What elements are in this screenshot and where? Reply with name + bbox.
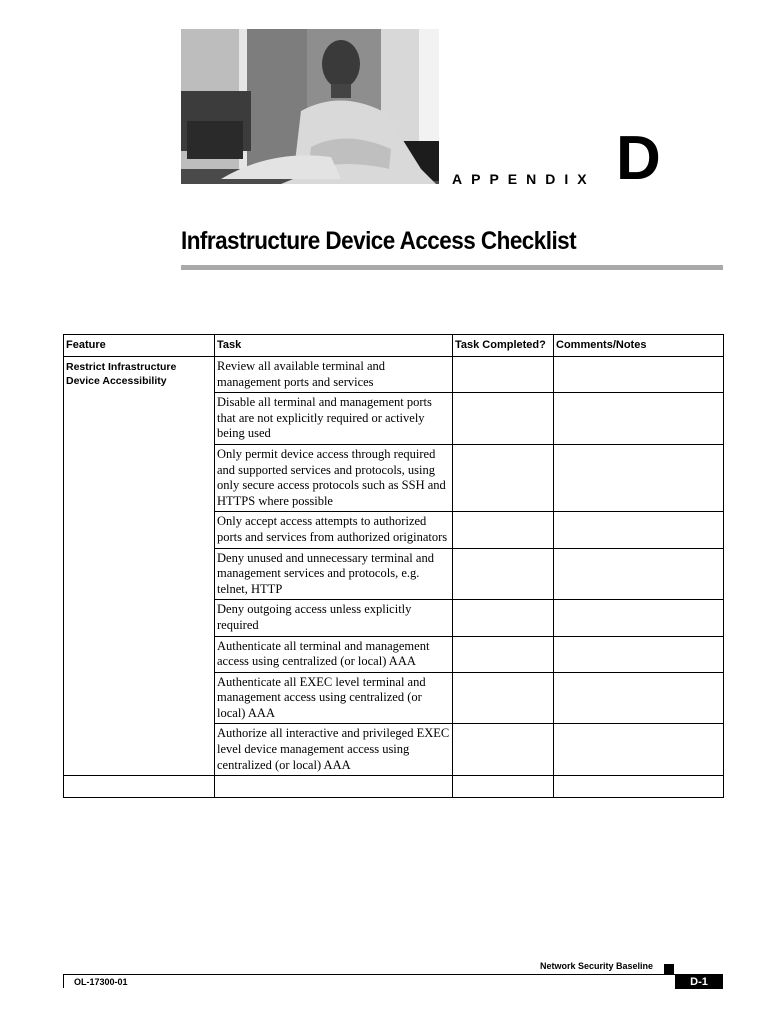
task-cell: Deny outgoing access unless explicitly required [215,600,453,636]
task-completed-cell [453,393,554,445]
empty-cell [554,776,724,798]
column-header-task: Task [215,335,453,357]
task-cell: Only accept access attempts to authorized ports and services from authorized originators [215,512,453,548]
empty-cell [453,776,554,798]
task-cell: Only permit device access through required and supported services and protocols, using only secure access protocols such as SSH and HTTPS where possible [215,444,453,511]
empty-cell [64,776,215,798]
task-completed-cell [453,672,554,724]
task-cell: Authenticate all EXEC level terminal and management access using centralized (or local) AAA [215,672,453,724]
comments-cell [554,724,724,776]
task-cell: Deny unused and unnecessary terminal and management services and protocols, e.g. telnet, HTTP [215,548,453,600]
title-rule [181,265,723,270]
empty-cell [215,776,453,798]
page-number: D-1 [675,975,723,989]
comments-cell [554,444,724,511]
task-completed-cell [453,548,554,600]
task-completed-cell [453,357,554,393]
task-cell: Review all available terminal and management ports and services [215,357,453,393]
footer-marker [664,964,674,974]
feature-cell: Restrict Infrastructure Device Accessibility [64,357,215,776]
page-title: Infrastructure Device Access Checklist [181,227,577,255]
task-completed-cell [453,600,554,636]
task-completed-cell [453,512,554,548]
checklist-table [63,334,724,798]
comments-cell [554,357,724,393]
task-completed-cell [453,636,554,672]
column-header-comments-notes: Comments/Notes [554,335,724,357]
task-cell: Disable all terminal and management ports that are not explicitly required or actively being used [215,393,453,445]
footer-book-title: Network Security Baseline [540,961,654,971]
task-cell: Authorize all interactive and privileged EXEC level device management access using centralized (or local) AAA [215,724,453,776]
column-header-feature: Feature [64,335,215,357]
empty-table-row [64,776,724,798]
column-header-task-completed: Task Completed? [453,335,554,357]
footer-doc-number: OL-17300-01 [74,977,128,987]
task-cell: Authenticate all terminal and management access using centralized (or local) AAA [215,636,453,672]
table-header-row [64,335,724,357]
comments-cell [554,600,724,636]
comments-cell [554,672,724,724]
appendix-label: APPENDIX [452,171,596,187]
footer-rule [63,974,723,975]
comments-cell [554,548,724,600]
appendix-letter: D [616,124,661,193]
task-completed-cell [453,724,554,776]
header-photo [181,29,439,184]
comments-cell [554,636,724,672]
task-completed-cell [453,444,554,511]
footer-tick [63,974,64,988]
comments-cell [554,393,724,445]
comments-cell [554,512,724,548]
table-row [64,357,724,393]
